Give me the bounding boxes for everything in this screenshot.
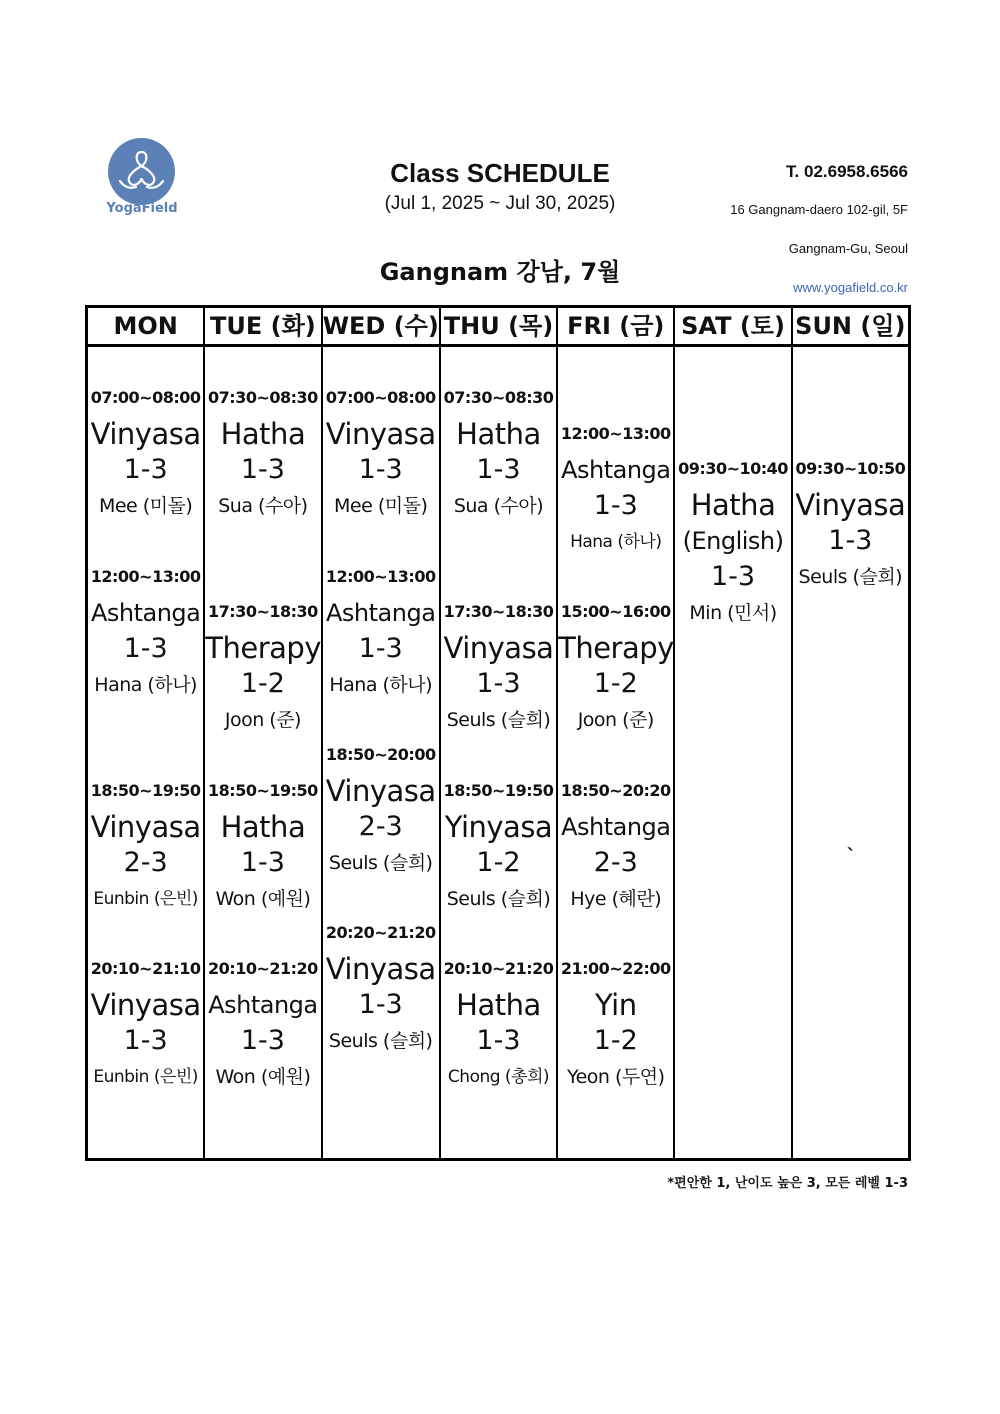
class-level: 1-3 (358, 454, 403, 485)
class-level: 1-3 (123, 1025, 168, 1056)
day-header-wed: WED (수) (323, 308, 439, 347)
class-block (88, 380, 203, 524)
logo-text: YogaField (106, 201, 178, 216)
class-time: 17:30~18:30 (208, 602, 318, 621)
class-teacher: Sua (수아) (218, 495, 308, 517)
class-time: 12:00~13:00 (90, 567, 201, 586)
class-name: Hatha (220, 417, 306, 451)
class-teacher: Mee (미돌) (334, 495, 428, 517)
class-level: 1-3 (476, 454, 521, 485)
class-time: 20:10~21:20 (208, 959, 318, 978)
class-time: 09:30~10:50 (795, 459, 906, 478)
class-block (558, 951, 673, 1095)
class-time: 18:50~20:00 (325, 745, 436, 764)
class-teacher: Hana (하나) (94, 674, 197, 696)
class-level: 1-3 (240, 1025, 285, 1056)
class-name: Vinyasa (325, 417, 436, 451)
class-time: 20:10~21:20 (443, 959, 554, 978)
day-column-wed (321, 308, 439, 1158)
day-header-sat: SAT (토) (675, 308, 790, 347)
class-name: Vinyasa (795, 488, 906, 522)
level-footnote: *편안한 1, 난이도 높은 3, 모든 레벨 1-3 (667, 1176, 908, 1191)
class-block (88, 773, 203, 917)
class-block (441, 380, 556, 524)
schedule-table (85, 305, 911, 1161)
class-level: 1-3 (123, 633, 168, 664)
class-name: Yinyasa (444, 810, 553, 844)
day-column-sat (673, 308, 790, 1158)
class-name: Ashtanga (561, 456, 671, 484)
lotus-knot-icon (108, 138, 175, 205)
class-teacher: Joon (준) (577, 709, 654, 731)
class-teacher: Seuls (슬희) (328, 852, 433, 874)
class-teacher: Sua (수아) (453, 495, 544, 517)
class-name: Ashtanga (208, 991, 318, 1019)
class-teacher: Won (예원) (215, 888, 311, 910)
class-level: 1-3 (828, 525, 873, 556)
schedule-dates: (Jul 1, 2025 ~ Jul 30, 2025) (384, 193, 616, 214)
class-time: 15:00~16:00 (560, 602, 671, 621)
class-block (205, 380, 320, 524)
class-name: Vinyasa (325, 952, 436, 986)
class-teacher: Hana (하나) (329, 674, 433, 696)
class-level: 1-2 (240, 668, 285, 699)
class-time: 07:30~08:30 (443, 388, 554, 407)
class-time: 18:50~19:50 (208, 781, 318, 800)
class-block (323, 380, 439, 524)
class-level: 1-3 (476, 1025, 521, 1056)
class-level: 1-3 (358, 633, 403, 664)
day-column-sun (791, 308, 908, 1158)
location-title: Gangnam 강남, 7월 (379, 258, 621, 286)
class-teacher: Hye (혜란) (570, 888, 662, 910)
class-teacher: Yeon (두연) (567, 1066, 665, 1088)
class-teacher: Hana (하나) (570, 532, 662, 552)
class-time: 12:00~13:00 (325, 567, 436, 586)
class-time: 18:50~19:50 (443, 781, 554, 800)
class-time: 07:00~08:00 (325, 388, 436, 407)
class-level: 1-3 (240, 454, 285, 485)
class-level: 1-2 (593, 668, 638, 699)
day-header-thu: THU (목) (441, 308, 556, 347)
class-block (323, 559, 439, 703)
class-teacher: Chong (총희) (447, 1067, 550, 1087)
class-block (441, 773, 556, 917)
class-level: 1-2 (593, 1025, 638, 1056)
stray-mark: ` (846, 844, 855, 871)
class-name: Therapy (558, 631, 674, 665)
class-name: Therapy (205, 631, 321, 665)
class-teacher: Seuls (슬희) (446, 709, 551, 731)
class-teacher: Eunbin (은빈) (93, 889, 198, 909)
class-teacher: Min (민서) (689, 602, 777, 624)
class-name-note: (English) (682, 527, 784, 555)
class-time: 21:00~22:00 (560, 959, 671, 978)
day-column-thu (439, 308, 556, 1158)
class-block (323, 737, 439, 881)
class-name: Hatha (456, 417, 541, 451)
day-header-fri: FRI (금) (558, 308, 673, 347)
class-time: 17:30~18:30 (443, 602, 554, 621)
class-level: 1-3 (358, 989, 403, 1020)
class-time: 07:00~08:00 (90, 388, 201, 407)
class-level: 2-3 (593, 847, 638, 878)
class-block (323, 915, 439, 1059)
class-teacher: Joon (준) (224, 709, 301, 731)
class-block (558, 773, 673, 917)
class-teacher: Seuls (슬희) (328, 1030, 433, 1052)
class-level: 1-3 (123, 454, 168, 485)
address-line-1: 16 Gangnam-daero 102-gil, 5F (730, 202, 908, 217)
class-name: Yin (594, 988, 637, 1022)
day-header-tue: TUE (화) (205, 308, 320, 347)
class-level: 2-3 (358, 811, 403, 842)
class-name: Vinyasa (90, 810, 201, 844)
class-teacher: Won (예원) (215, 1066, 311, 1088)
class-time: 07:30~08:30 (208, 388, 318, 407)
class-block (793, 451, 908, 595)
class-name: Hatha (690, 488, 776, 522)
class-teacher: Mee (미돌) (98, 495, 193, 517)
class-level: 1-3 (710, 561, 756, 592)
class-time: 12:00~13:00 (560, 424, 671, 443)
class-name: Hatha (456, 988, 541, 1022)
class-name: Ashtanga (561, 813, 671, 841)
class-level: 1-2 (476, 847, 521, 878)
class-name: Vinyasa (90, 988, 201, 1022)
class-block (558, 416, 673, 560)
class-block (205, 951, 320, 1095)
class-block (558, 594, 673, 738)
class-time: 18:50~19:50 (90, 781, 201, 800)
website-link[interactable]: www.yogafield.co.kr (793, 280, 908, 295)
class-block (441, 951, 556, 1095)
class-teacher: Eunbin (은빈) (93, 1067, 198, 1087)
class-name: Vinyasa (90, 417, 201, 451)
class-block (441, 594, 556, 738)
address-line-2: Gangnam-Gu, Seoul (788, 241, 908, 256)
class-time: 09:30~10:40 (678, 459, 788, 478)
class-name: Ashtanga (90, 599, 201, 627)
day-column-tue (203, 308, 320, 1158)
class-block (88, 559, 203, 703)
class-block (205, 773, 320, 917)
class-level: 2-3 (123, 847, 168, 878)
page-title: Class SCHEDULE (390, 158, 610, 188)
day-header-mon: MON (88, 308, 203, 347)
class-name: Vinyasa (325, 774, 436, 808)
day-column-fri (556, 308, 673, 1158)
class-teacher: Seuls (슬희) (446, 888, 551, 910)
class-name: Vinyasa (443, 631, 554, 665)
class-block (675, 451, 790, 631)
phone-number: T. 02.6958.6566 (786, 162, 908, 181)
day-column-mon (88, 308, 203, 1158)
class-time: 20:10~21:10 (90, 959, 201, 978)
class-name: Ashtanga (326, 599, 436, 627)
class-level: 1-3 (240, 847, 285, 878)
class-level: 1-3 (476, 668, 521, 699)
class-level: 1-3 (593, 490, 638, 521)
class-time: 20:20~21:20 (325, 923, 436, 942)
yogafield-logo (103, 128, 189, 218)
class-name: Hatha (220, 810, 306, 844)
class-time: 18:50~20:20 (560, 781, 671, 800)
class-block (88, 951, 203, 1095)
day-header-sun: SUN (일) (793, 308, 908, 347)
class-teacher: Seuls (슬희) (798, 566, 903, 588)
class-block (205, 594, 320, 738)
